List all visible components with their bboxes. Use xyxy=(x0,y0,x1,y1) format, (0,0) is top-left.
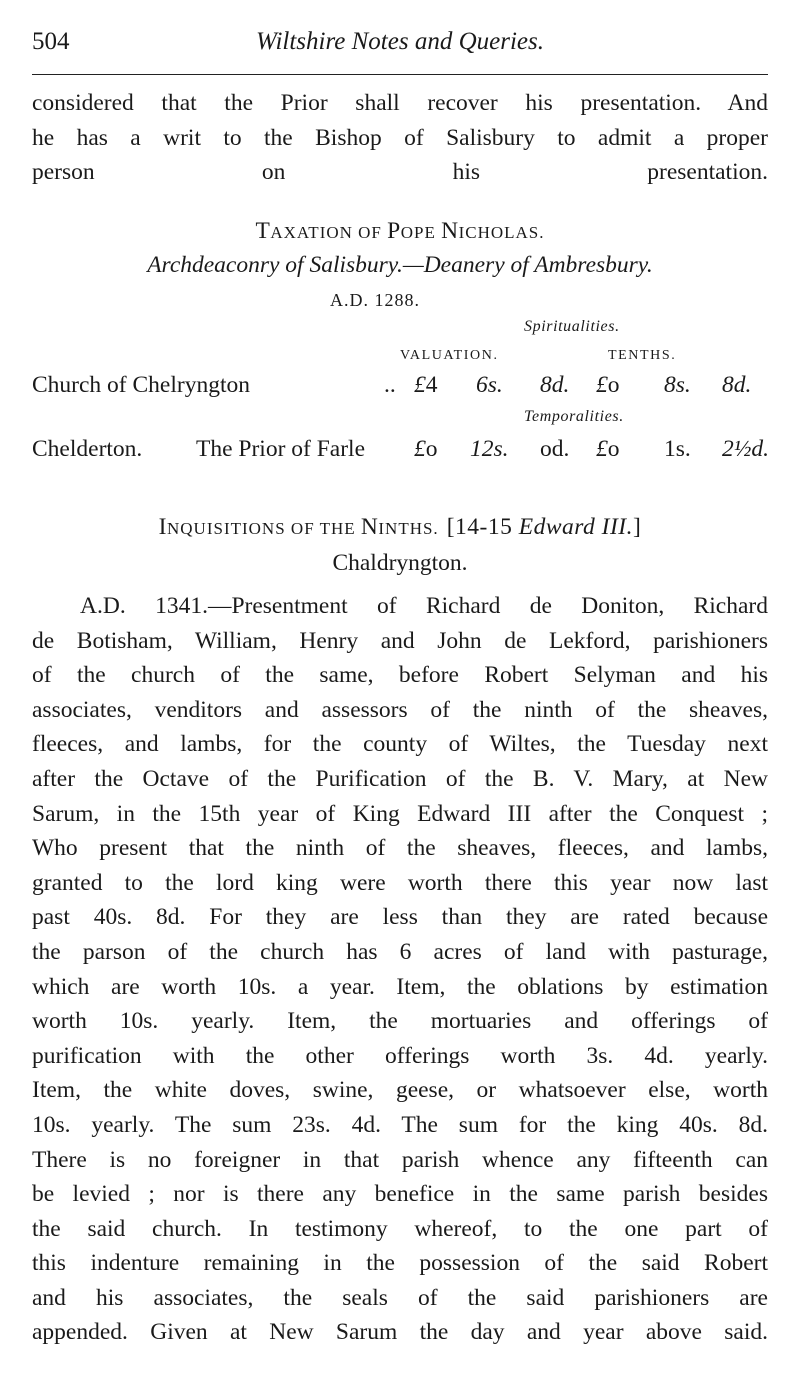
row-chelderton-valuation-shillings: 12s. xyxy=(470,436,509,462)
row-chelryngton-valuation-pence: 8d. xyxy=(540,372,570,398)
intro-line: person on his presentation. xyxy=(32,159,768,186)
inquisitions-line: purification with the other offerings worth 3s. 4d. yearly. xyxy=(32,1042,768,1069)
header-rule xyxy=(32,74,768,75)
row-chelderton-valuation-pence: od. xyxy=(540,436,570,462)
row-chelryngton-place: Church of Chelryngton xyxy=(32,372,250,398)
inquisitions-line: worth 10s. yearly. Item, the mortuaries and offerings of xyxy=(32,1008,768,1035)
inquisitions-paragraph xyxy=(32,589,768,1350)
row-chelryngton-tenths-pence: 8d. xyxy=(722,372,752,398)
inquisitions-line: appended. Given at New Sarum the day and year above said. xyxy=(32,1319,768,1346)
page-number: 504 xyxy=(32,28,70,55)
intro-line: considered that the Prior shall recover his presentation. And xyxy=(32,90,768,116)
inquisitions-line: be levied ; nor is there any benefice in the same parish besides xyxy=(32,1181,768,1208)
row-chelryngton-dots: .. xyxy=(384,372,396,398)
row-chelderton-holder: The Prior of Farle xyxy=(196,436,366,462)
row-chelderton-place: Chelderton. xyxy=(32,436,143,462)
inquisitions-line: Item, the white doves, swine, geese, or whatsoever else, worth xyxy=(32,1077,768,1104)
taxation-date: A.D. 1288. xyxy=(330,290,420,310)
inquisitions-line: 10s. yearly. The sum 23s. 4d. The sum for the king 40s. 8d. xyxy=(32,1111,768,1138)
inquisitions-line: A.D. 1341.—Presentment of Richard de Doniton, Richard xyxy=(80,593,768,619)
inquisitions-line: Sarum, in the 15th year of King Edward III after the Conquest ; xyxy=(32,800,768,827)
spiritualities-label: Spiritualities. xyxy=(524,318,620,335)
row-chelderton-tenths-shillings: 1s. xyxy=(664,436,691,462)
inquisitions-line: fleeces, and lambs, for the county of Wiltes, the Tuesday next xyxy=(32,731,768,758)
taxation-subtitle: Archdeaconry of Salisbury.—Deanery of Ambresbury. xyxy=(147,252,653,278)
inquisitions-title: INQUISITIONS OF THE NINTHS. [14-15 Edward III.] xyxy=(158,514,642,540)
row-chelryngton-valuation: £4 xyxy=(414,372,438,398)
intro-line: he has a writ to the Bishop of Salisbury to admit a proper xyxy=(32,124,768,151)
inquisitions-line: and his associates, the seals of the said parishioners are xyxy=(32,1284,768,1311)
row-chelryngton-tenths-shillings: 8s. xyxy=(664,372,691,398)
inquisitions-line: which are worth 10s. a year. Item, the oblations by estimation xyxy=(32,973,768,1000)
row-chelderton-tenths: £o xyxy=(596,436,620,462)
inquisitions-line: associates, venditors and assessors of the ninth of the sheaves, xyxy=(32,696,768,723)
inquisitions-line: the said church. In testimony whereof, to the one part of xyxy=(32,1215,768,1242)
running-title: Wiltshire Notes and Queries. xyxy=(256,28,544,55)
row-chelryngton-tenths: £o xyxy=(596,372,620,398)
tenths-column-header: TENTHS. xyxy=(608,348,677,363)
inquisitions-line: after the Octave of the Purification of the B. V. Mary, at New xyxy=(32,765,768,792)
taxation-title: TAXATION OF POPE NICHOLAS. xyxy=(255,218,545,244)
inquisitions-line: granted to the lord king were worth there this year now last xyxy=(32,869,768,896)
inquisitions-place: Chaldryngton. xyxy=(332,550,468,576)
temporalities-label: Temporalities. xyxy=(524,408,624,425)
inquisitions-line: past 40s. 8d. For they are less than they are rated because xyxy=(32,904,768,931)
valuation-column-header: VALUATION. xyxy=(400,348,499,363)
row-chelderton-valuation: £o xyxy=(414,436,438,462)
row-chelryngton-valuation-shillings: 6s. xyxy=(476,372,503,398)
inquisitions-line: the parson of the church has 6 acres of land with pasturage, xyxy=(32,938,768,965)
inquisitions-line: Who present that the ninth of the sheaves, fleeces, and lambs, xyxy=(32,835,768,862)
inquisitions-line: this indenture remaining in the possession of the said Robert xyxy=(32,1250,768,1277)
inquisitions-line: of the church of the same, before Robert Selyman and his xyxy=(32,662,768,689)
inquisitions-line: There is no foreigner in that parish whence any fifteenth can xyxy=(32,1146,768,1173)
inquisitions-line: de Botisham, William, Henry and John de Lekford, parishioners xyxy=(32,627,768,654)
row-chelderton-tenths-pence: 2½d. xyxy=(722,436,769,462)
intro-paragraph xyxy=(32,86,768,190)
